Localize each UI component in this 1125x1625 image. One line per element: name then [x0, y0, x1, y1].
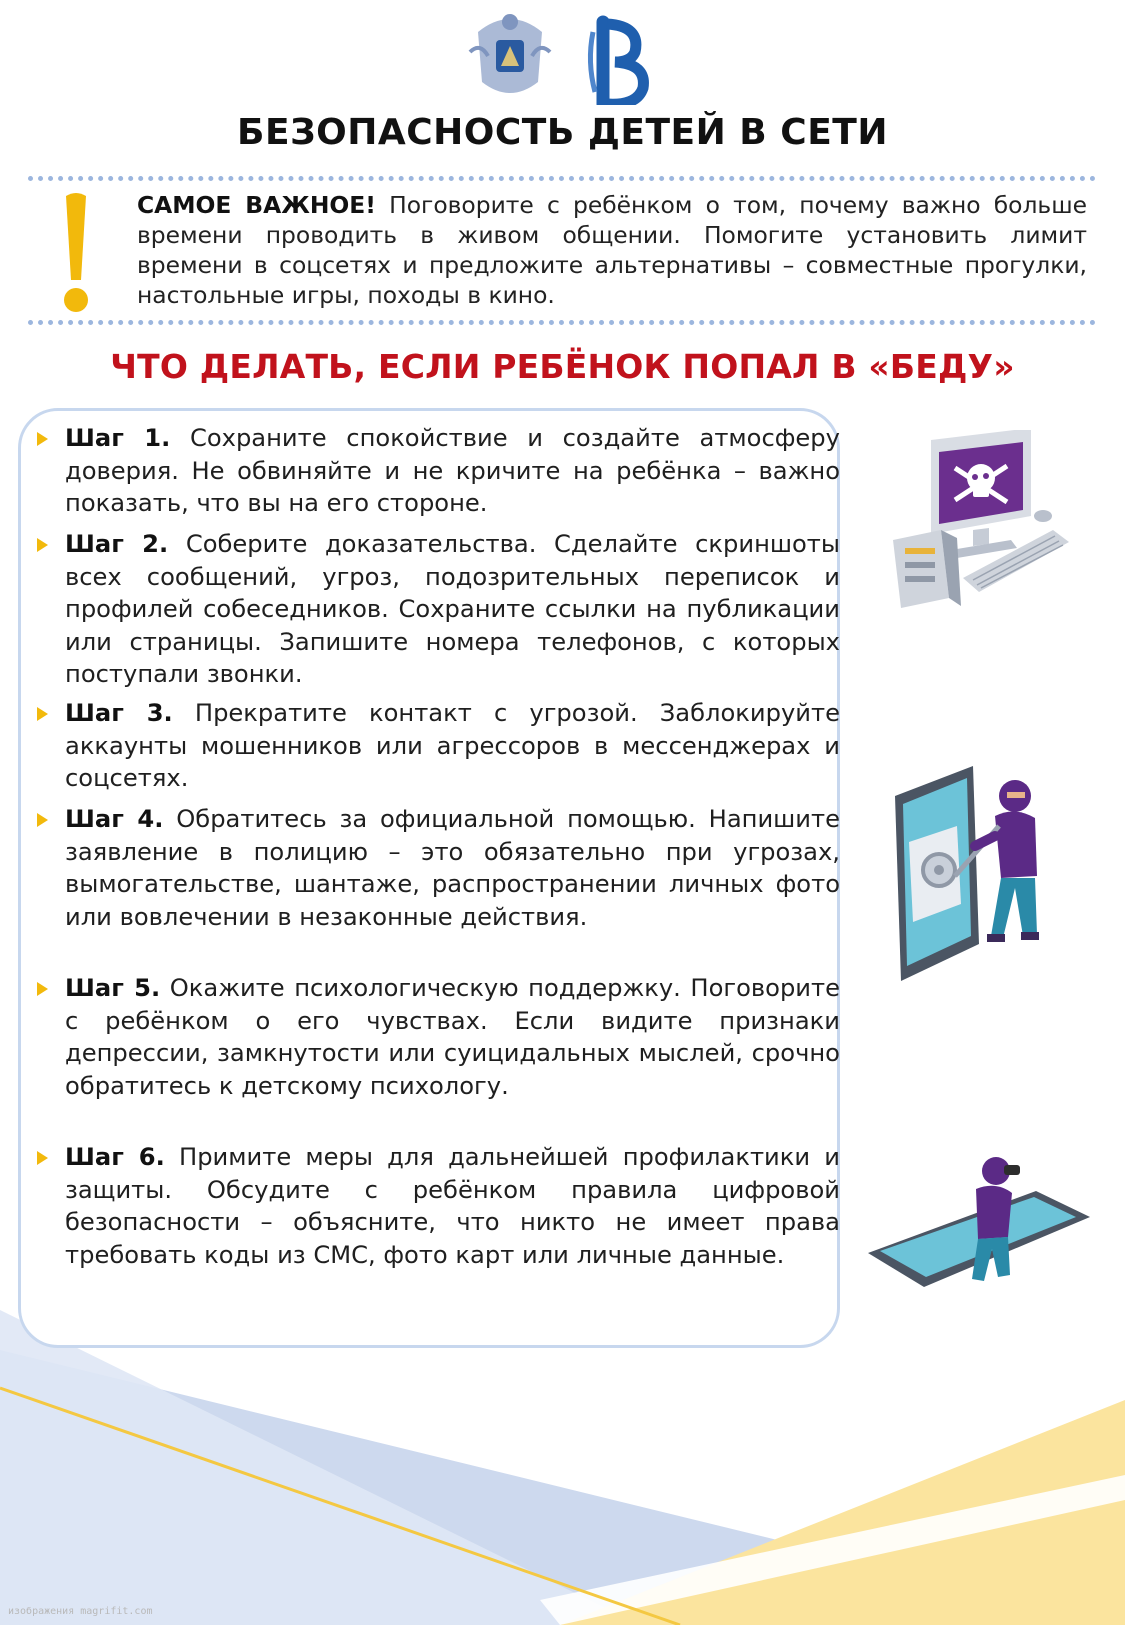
step-label: Шаг 6. — [65, 1143, 165, 1171]
steps-box — [18, 408, 840, 1348]
exclamation-icon — [63, 190, 89, 316]
section-subtitle: ЧТО ДЕЛАТЬ, ЕСЛИ РЕБЁНОК ПОПАЛ В «БЕДУ» — [110, 347, 1015, 386]
step-label: Шаг 3. — [65, 699, 173, 727]
bullet-arrow-icon — [37, 432, 48, 446]
step-5 — [65, 972, 840, 1102]
hacked-computer-illustration — [893, 430, 1073, 635]
step-label: Шаг 2. — [65, 530, 169, 558]
step-text: Соберите доказательства. Сделайте скриншоты всех сообщений, угроз, подозрительных переписок и профилей собеседников. Сохраните ссылки на публикации или страницы. Запишите номера телефонов, с которых поступали звонки. — [65, 530, 840, 689]
important-text — [137, 190, 1087, 310]
step-6 — [65, 1141, 840, 1271]
bullet-arrow-icon — [37, 1151, 48, 1165]
bullet-arrow-icon — [37, 982, 48, 996]
bullet-arrow-icon — [37, 707, 48, 721]
step-text: Примите меры для дальнейшей профилактики и защиты. Обсудите с ребёнком правила цифровой безопасности – объясните, что никто не имеет права требовать коды из СМС, фото карт или личные данные. — [65, 1143, 840, 1269]
divider-top — [28, 176, 1096, 181]
divider-bottom — [28, 320, 1096, 325]
step-4 — [65, 803, 840, 933]
step-text: Обратитесь за официальной помощью. Напишите заявление в полицию – это обязательно при угрозах, вымогательстве, шантаже, распространении личных фото или вовлечении в незаконные действия. — [65, 805, 840, 931]
step-label: Шаг 1. — [65, 424, 171, 452]
step-3 — [65, 697, 840, 795]
watermark: изображения magrifit.com — [8, 1606, 153, 1617]
step-1 — [65, 422, 840, 520]
tablet-spy-illustration — [868, 1145, 1093, 1305]
step-text: Прекратите контакт с угрозой. Заблокируйте аккаунты мошенников или агрессоров в мессенджерах и соцсетях. — [65, 699, 840, 793]
step-2 — [65, 528, 840, 691]
step-label: Шаг 4. — [65, 805, 164, 833]
important-body: Поговорите с ребёнком о том, почему важно больше времени проводить в живом общении. Помогите установить лимит времени в соцсетях и предложите альтернативы – совместные прогулки, настольные игры, походы в кино. — [137, 191, 1087, 309]
page-title: БЕЗОПАСНОСТЬ ДЕТЕЙ В СЕТИ — [237, 112, 888, 153]
important-notice — [63, 190, 1093, 320]
logos — [0, 10, 1125, 105]
step-text: Сохраните спокойствие и создайте атмосферу доверия. Не обвиняйте и не кричите на ребёнка – важно показать, что вы на его стороне. — [65, 424, 840, 518]
phone-thief-illustration — [895, 766, 1075, 981]
bullet-arrow-icon — [37, 813, 48, 827]
step-text: Окажите психологическую поддержку. Поговорите с ребёнком о его чувствах. Если видите признаки депрессии, замкнутости или суицидальных мыслей, срочно обратитесь к детскому психологу. — [65, 974, 840, 1100]
coat-of-arms-icon — [470, 14, 550, 93]
bullet-arrow-icon — [37, 538, 48, 552]
step-label: Шаг 5. — [65, 974, 161, 1002]
brand-logo-icon — [590, 22, 643, 104]
important-label: САМОЕ ВАЖНОЕ! — [137, 191, 376, 219]
